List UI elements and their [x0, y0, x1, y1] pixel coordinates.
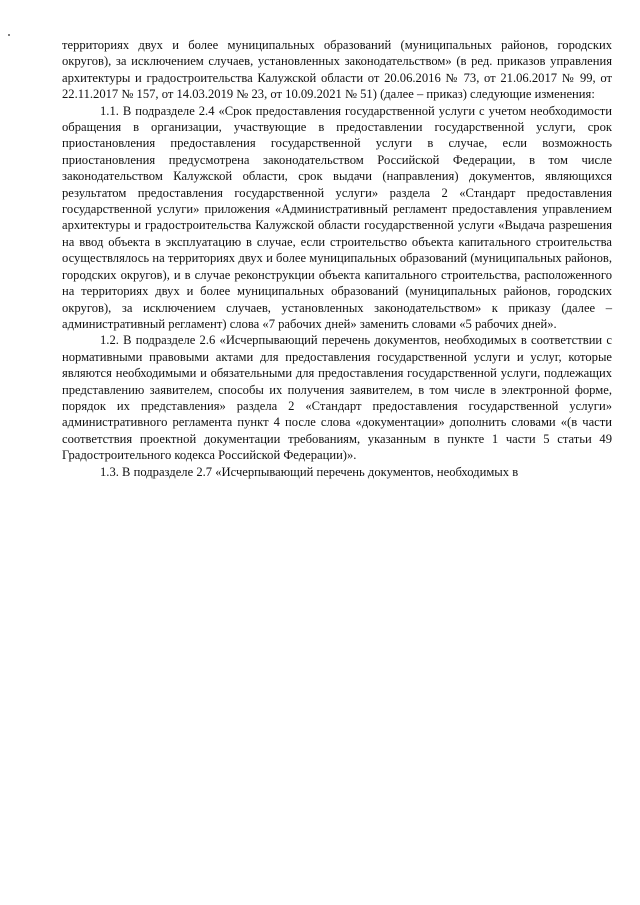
- paragraph-intro-continuation: территориях двух и более муниципальных образований (муниципальных районов, городских округов), за исключением случаев, установленных законодательством» (в ред. приказов управления архитектуры и градостроительства Калужской области от 20.06.2016 № 73, от 21.06.2017 № 99, от 22.11.2017 № 157, от 14.03.2019 № 23, от 10.09.2021 № 51) (далее – приказ) следующие изменения:: [62, 38, 612, 102]
- scan-speck-mark: [8, 34, 10, 36]
- paragraph-1-1: 1.1. В подразделе 2.4 «Срок предоставления государственной услуги с учетом необходимости обращения в организации, участвующие в предоставлении государственной услуги, срок приостановления предоставления государственной услуги в случае, если возможность приостановления предусмотрена законодательством Российской Федерации, в том числе законодательством Калужской области, срок выдачи (направления) документов, являющихся результатом предоставления государственной услуги» раздела 2 «Стандарт предоставления государственной услуги» приложения «Административный регламент предоставления управлением архитектуры и градостроительства Калужской области государственной услуги «Выдача разрешения на ввод объекта в эксплуатацию в случае, если строительство объекта капитального строительства осуществлялось на территориях двух и более муниципальных образований (муниципальных районов, городских округов), и в случае реконструкции объекта капитального строительства, расположенного на территориях двух и более муниципальных образований (муниципальных районов, городских округов), за исключением случаев, установленных законодательством» к приказу (далее – административный регламент) слова «7 рабочих дней» заменить словами «5 рабочих дней».: [62, 103, 612, 331]
- paragraph-1-3: 1.3. В подразделе 2.7 «Исчерпывающий перечень документов, необходимых в: [100, 464, 519, 479]
- document-body: [62, 37, 612, 480]
- paragraph-1-2: 1.2. В подразделе 2.6 «Исчерпывающий перечень документов, необходимых в соответствии с нормативными правовыми актами для предоставления государственной услуги и услуг, которые являются необходимыми и обязательными для предоставления государственной услуги, подлежащих представлению заявителем, способы их получения заявителем, в том числе в электронной форме, порядок их представления» раздела 2 «Стандарт предоставления государственной услуги» административного регламента пункт 4 после слова «документации» дополнить словами «(в части соответствия проектной документации требованиям, указанным в пункте 1 части 5 статьи 49 Градостроительного кодекса Российской Федерации)».: [62, 333, 612, 463]
